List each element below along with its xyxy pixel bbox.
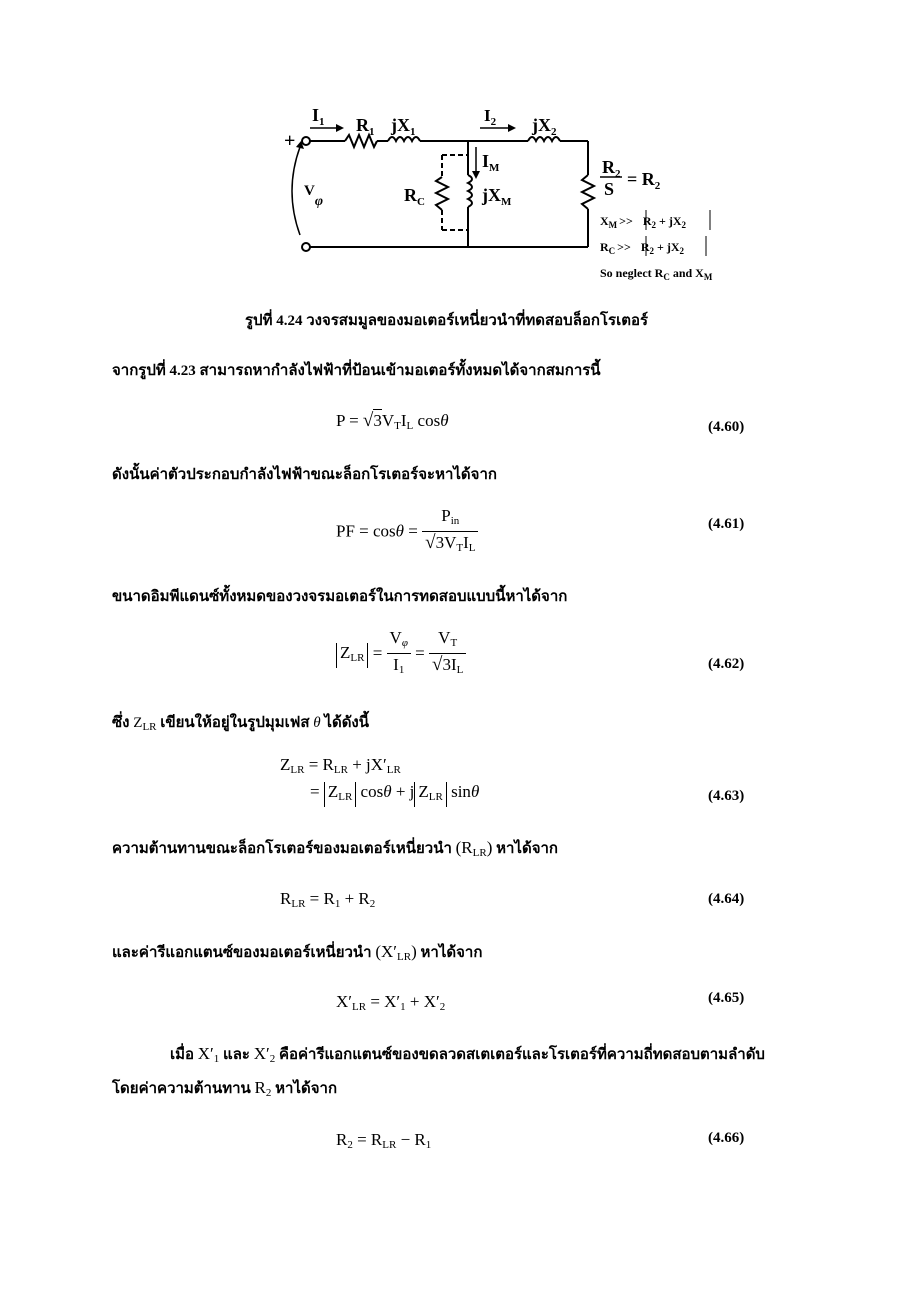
label-r1: $R_1$ bbox=[356, 115, 375, 138]
equation-number-4-62: (4.62) bbox=[708, 656, 745, 672]
label-r2-num: $R_2$ bbox=[602, 157, 621, 180]
equation-4-65: $X'_{LR} = X'_1 + X'_2$ bbox=[336, 992, 446, 1013]
equation-number-4-66: (4.66) bbox=[708, 1130, 745, 1146]
label-jx1: $jX_1$ bbox=[391, 115, 416, 138]
paragraph-7: เมื่อ $X'_1$ และ $X'_2$ คือค่ารีแอกแตนซ์ของขดลวดสเตเตอร์และโรเตอร์ที่ความถี่ทดสอบตามลำดับ bbox=[170, 1044, 765, 1065]
paragraph-4: ซึ่ง $Z_{LR}$ เขียนให้อยู่ในรูปมุมเฟส θ ได้ดังนี้ bbox=[112, 715, 370, 733]
equation-number-4-60: (4.60) bbox=[708, 419, 745, 435]
paragraph-1: จากรูปที่ 4.23 สามารถหากำลังไฟฟ้าที่ป้อนเข้ามอเตอร์ทั้งหมดได้จากสมการนี้ bbox=[112, 363, 601, 379]
equation-4-61: PF = cosθ = $\frac{P_{in}}{√3V_TI_L}$ bbox=[336, 506, 478, 559]
label-vphi: Vφ bbox=[304, 183, 324, 209]
equation-4-63-line1: $Z_{LR} = R_{LR} + jX'_{LR}$ bbox=[280, 755, 401, 776]
paragraph-2: ดังนั้นค่าตัวประกอบกำลังไฟฟ้าขณะล็อกโรเตอร์จะหาได้จาก bbox=[112, 467, 497, 483]
label-i2: $I_2$ bbox=[484, 106, 497, 128]
equation-number-4-61: (4.61) bbox=[708, 516, 745, 532]
equation-number-4-65: (4.65) bbox=[708, 990, 745, 1006]
label-i1: $I_1$ bbox=[312, 105, 325, 128]
equation-4-63-line2: = $Z_{LR}$ cosθ + j $Z_{LR}$ sinθ bbox=[310, 782, 479, 807]
condition-xm: $X_M >> R_2 + jX_2$ bbox=[600, 214, 687, 230]
paragraph-3: ขนาดอิมพีแดนซ์ทั้งหมดของวงจรมอเตอร์ในการทดสอบแบบนี้หาได้จาก bbox=[112, 589, 568, 605]
label-jx2: $jX_2$ bbox=[532, 115, 557, 138]
label-jxm: $jX_M$ bbox=[482, 185, 512, 208]
condition-rc: $R_C >> R_2 + jX_2$ bbox=[600, 240, 685, 256]
equation-4-64: $R_{LR} = R_1 + R_2$ bbox=[280, 889, 376, 910]
paragraph-5: ความต้านทานขณะล็อกโรเตอร์ของมอเตอร์เหนี่ยวนำ $(R_{LR})$ หาได้จาก bbox=[112, 838, 559, 859]
plus-terminal: + bbox=[284, 130, 296, 152]
label-r2-eq: = $R_2$ bbox=[627, 169, 661, 192]
figure-caption: รูปที่ 4.24 วงจรสมมูลของมอเตอร์เหนี่ยวนำที่ทดสอบล็อกโรเตอร์ bbox=[245, 313, 649, 329]
neglect-note: So neglect $R_C$ and $X_M$ bbox=[600, 266, 713, 282]
circuit-diagram bbox=[270, 95, 770, 295]
paragraph-6: และค่ารีแอกแตนซ์ของมอเตอร์เหนี่ยวนำ $(X'_{LR})$ หาได้จาก bbox=[112, 942, 483, 963]
equation-number-4-63: (4.63) bbox=[708, 788, 745, 804]
equation-number-4-64: (4.64) bbox=[708, 891, 745, 907]
equation-4-60: $P = √3V_TI_L$ cosθ bbox=[336, 410, 449, 432]
label-im: $I_M$ bbox=[482, 151, 500, 174]
label-rc: $R_C$ bbox=[404, 185, 425, 208]
equation-4-62: $Z_{LR}$ = $\frac{V_\varphi}{I_1}$ = $\frac{V_T}{√3I_L}$ bbox=[336, 628, 466, 681]
equation-4-66: $R_2 = R_{LR} - R_1$ bbox=[336, 1130, 432, 1151]
paragraph-8: โดยค่าความต้านทาน $R_2$ หาได้จาก bbox=[112, 1078, 338, 1099]
label-r2-den: S bbox=[604, 179, 615, 199]
